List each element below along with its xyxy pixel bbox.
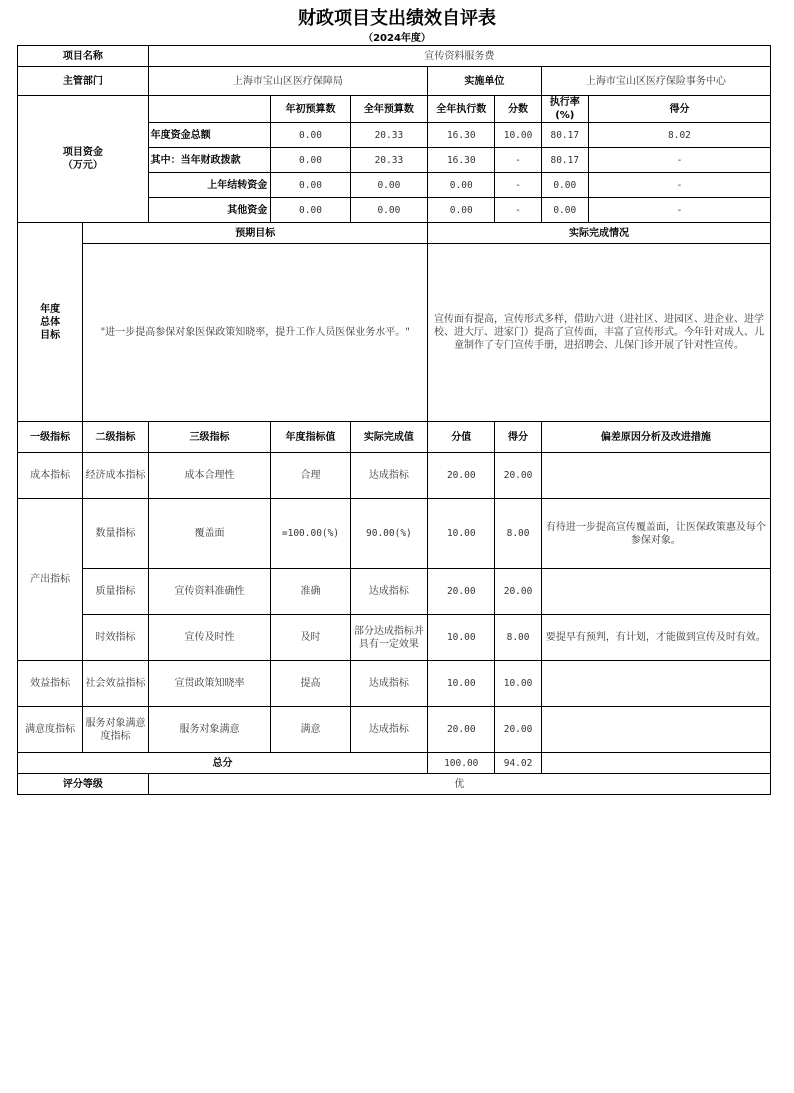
indicator-header: 分值	[428, 422, 495, 453]
indicator-target: 合理	[271, 453, 350, 499]
project-name-label: 项目名称	[18, 46, 149, 67]
funds-row-label: 其他资金	[148, 198, 271, 223]
funds-cell: 8.02	[588, 123, 770, 148]
funds-row-label: 其中：当年财政拨款	[148, 148, 271, 173]
indicator-l2: 数量指标	[83, 499, 148, 569]
funds-cell: 16.30	[428, 123, 495, 148]
report-year: （2024年度）	[363, 33, 431, 44]
indicator-header: 一级指标	[18, 422, 83, 453]
funds-cell: 0.00	[271, 198, 350, 223]
funds-cell: 0.00	[428, 198, 495, 223]
funds-cell: 0.00	[271, 173, 350, 198]
indicator-weight: 10.00	[428, 615, 495, 661]
funds-row-label: 上年结转资金	[148, 173, 271, 198]
funds-cell: 0.00	[350, 173, 427, 198]
project-name-value: 宣传资料服务费	[148, 46, 770, 67]
indicator-weight: 10.00	[428, 661, 495, 707]
indicator-l1: 满意度指标	[18, 707, 83, 753]
funds-cell: 80.17	[541, 123, 588, 148]
indicator-weight: 10.00	[428, 499, 495, 569]
indicator-actual: 部分达成指标并具有一定效果	[350, 615, 427, 661]
indicator-header: 三级指标	[148, 422, 271, 453]
funds-cell: 80.17	[541, 148, 588, 173]
indicator-note	[541, 569, 770, 615]
indicator-score: 20.00	[495, 707, 541, 753]
expected-goal-text: "进一步提高参保对象医保政策知晓率，提升工作人员医保业务水平。"	[83, 244, 428, 422]
indicator-l2: 质量指标	[83, 569, 148, 615]
indicator-l1: 效益指标	[18, 661, 83, 707]
funds-cell: -	[495, 148, 541, 173]
total-label: 总分	[18, 753, 428, 774]
funds-cell: 0.00	[271, 123, 350, 148]
dept-label: 主管部门	[18, 67, 149, 96]
funds-header: 年初预算数	[271, 96, 350, 123]
actual-result-text: 宣传面有提高，宣传形式多样，借助六进（进社区、进园区、进企业、进学校、进大厅、进家门）提高了宣传面，丰富了宣传形式。今年针对成人、儿童制作了专门宣传手册，进招聘会、儿保门诊开展了针对性宣传。	[428, 244, 771, 422]
indicator-l2: 时效指标	[83, 615, 148, 661]
indicator-target: =100.00(%)	[271, 499, 350, 569]
indicator-note	[541, 661, 770, 707]
indicator-l3: 宣传资料准确性	[148, 569, 271, 615]
indicator-score: 20.00	[495, 569, 541, 615]
indicator-l1: 产出指标	[18, 499, 83, 661]
funds-row-label: 年度资金总额	[148, 123, 271, 148]
funds-cell: -	[495, 173, 541, 198]
indicator-l2: 经济成本指标	[83, 453, 148, 499]
evaluation-table	[17, 45, 771, 795]
indicator-l2: 服务对象满意度指标	[83, 707, 148, 753]
indicator-l3: 覆盖面	[148, 499, 271, 569]
funds-cell: 0.00	[350, 198, 427, 223]
indicator-score: 10.00	[495, 661, 541, 707]
indicator-target: 准确	[271, 569, 350, 615]
indicator-actual: 达成指标	[350, 569, 427, 615]
funds-header: 分数	[495, 96, 541, 123]
indicator-l3: 服务对象满意	[148, 707, 271, 753]
funds-cell: 0.00	[428, 173, 495, 198]
indicator-header: 偏差原因分析及改进措施	[541, 422, 770, 453]
indicator-actual: 达成指标	[350, 661, 427, 707]
indicator-l1: 成本指标	[18, 453, 83, 499]
funds-cell: 20.33	[350, 148, 427, 173]
indicator-score: 20.00	[495, 453, 541, 499]
total-blank	[541, 753, 770, 774]
funds-cell: 10.00	[495, 123, 541, 148]
indicator-l3: 成本合理性	[148, 453, 271, 499]
dept-value: 上海市宝山区医疗保障局	[148, 67, 427, 96]
indicator-score: 8.00	[495, 499, 541, 569]
indicator-note	[541, 707, 770, 753]
funds-cell: -	[588, 148, 770, 173]
grade-label: 评分等级	[18, 774, 149, 795]
indicator-score: 8.00	[495, 615, 541, 661]
funds-cell: -	[495, 198, 541, 223]
total-weight: 100.00	[428, 753, 495, 774]
indicator-actual: 达成指标	[350, 707, 427, 753]
indicator-weight: 20.00	[428, 569, 495, 615]
funds-cell: 0.00	[271, 148, 350, 173]
funds-label: 项目资金 （万元）	[18, 96, 149, 223]
indicator-target: 提高	[271, 661, 350, 707]
total-score: 94.02	[495, 753, 541, 774]
funds-header-blank	[148, 96, 271, 123]
unit-label: 实施单位	[428, 67, 542, 96]
funds-header: 全年预算数	[350, 96, 427, 123]
indicator-header: 二级指标	[83, 422, 148, 453]
grade-value: 优	[148, 774, 770, 795]
indicator-weight: 20.00	[428, 453, 495, 499]
funds-cell: -	[588, 173, 770, 198]
indicator-note: 要提早有预判，有计划，才能做到宣传及时有效。	[541, 615, 770, 661]
funds-header: 执行率(%)	[541, 96, 588, 123]
indicator-note: 有待进一步提高宣传覆盖面，让医保政策惠及每个参保对象。	[541, 499, 770, 569]
indicator-l2: 社会效益指标	[83, 661, 148, 707]
goals-label: 年度 总体 目标	[18, 223, 83, 422]
funds-header: 全年执行数	[428, 96, 495, 123]
funds-cell: 20.33	[350, 123, 427, 148]
page-title: 财政项目支出绩效自评表	[298, 8, 496, 29]
indicator-header: 得分	[495, 422, 541, 453]
funds-cell: -	[588, 198, 770, 223]
funds-cell: 16.30	[428, 148, 495, 173]
indicator-l3: 宣传及时性	[148, 615, 271, 661]
indicator-header: 实际完成值	[350, 422, 427, 453]
funds-cell: 0.00	[541, 173, 588, 198]
indicator-header: 年度指标值	[271, 422, 350, 453]
funds-cell: 0.00	[541, 198, 588, 223]
actual-result-header: 实际完成情况	[428, 223, 771, 244]
indicator-target: 满意	[271, 707, 350, 753]
funds-header: 得分	[588, 96, 770, 123]
indicator-actual: 90.00(%)	[350, 499, 427, 569]
indicator-weight: 20.00	[428, 707, 495, 753]
indicator-note	[541, 453, 770, 499]
indicator-l3: 宣贯政策知晓率	[148, 661, 271, 707]
expected-goal-header: 预期目标	[83, 223, 428, 244]
indicator-actual: 达成指标	[350, 453, 427, 499]
unit-value: 上海市宝山区医疗保险事务中心	[541, 67, 770, 96]
indicator-target: 及时	[271, 615, 350, 661]
